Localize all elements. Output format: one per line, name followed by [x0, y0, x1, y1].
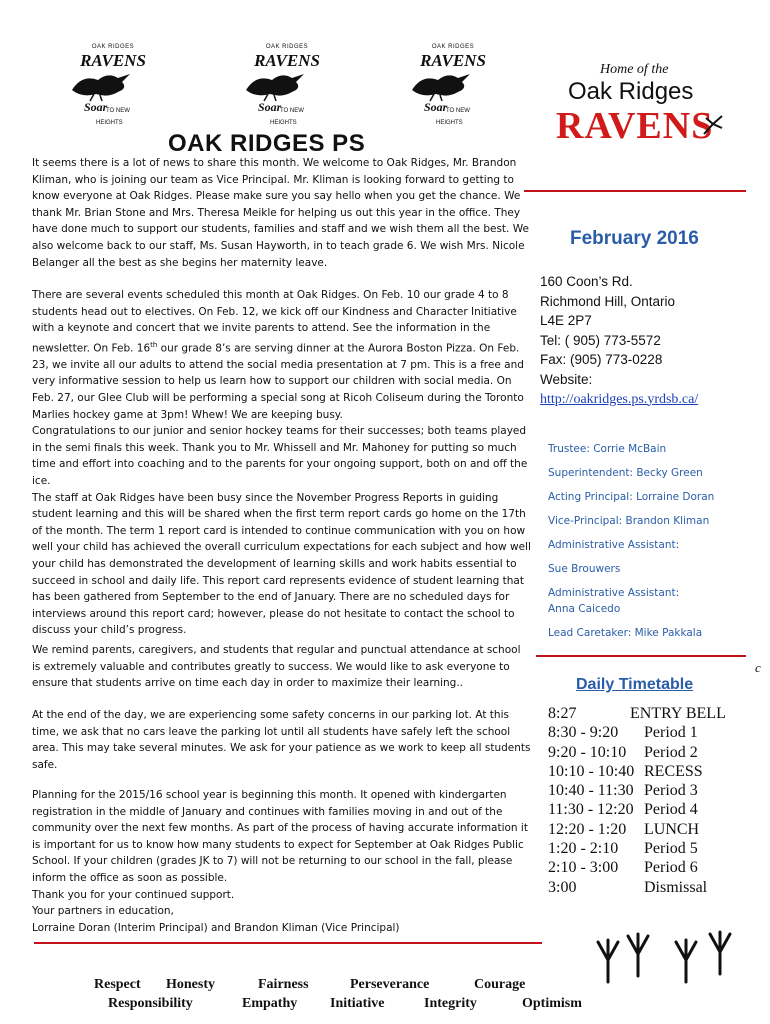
timetable-label: Period 2: [644, 743, 698, 761]
logo-soar-text: Soar: [424, 100, 448, 114]
letter-safety: [32, 707, 532, 773]
ravens-logo-3: [398, 44, 508, 132]
timetable-row: [548, 723, 738, 742]
staff-trustee: Trustee: Corrie McBain: [548, 443, 667, 455]
letter-paragraph: We remind parents, caregivers, and students that regular and punctual attendance at school is extremely valuable and contributes greatly to success. We would like to ask everyone to ensure that students arrive on time each day in order to maximize their learning..: [32, 644, 521, 690]
timetable-row: [548, 878, 738, 897]
letter-attendance: [32, 642, 532, 692]
raven-icon: [408, 68, 478, 102]
school-title: OAK RIDGES PS: [168, 130, 366, 157]
bird-tracks-icon: [592, 930, 752, 990]
letter-paragraph: [32, 287, 532, 423]
timetable-time: 10:10 - 10:40: [548, 762, 635, 780]
timetable-time: 8:30 - 9:20: [548, 724, 619, 742]
home-of-text: Home of the: [600, 62, 669, 77]
timetable-time: 1:20 - 2:10: [548, 840, 619, 858]
ordinal-suffix: th: [150, 340, 158, 349]
bird-track-icon: [700, 112, 726, 138]
staff-caretaker: Lead Caretaker: Mike Pakkala: [548, 627, 703, 639]
timetable-label: ENTRY BELL: [630, 705, 726, 722]
logo-top-text: OAK RIDGES: [91, 44, 135, 50]
logo-to-new-text: TO NEW: [106, 108, 130, 114]
value-optimism: Optimism: [522, 996, 582, 1011]
timetable-label: Period 6: [644, 859, 698, 877]
letter-events: [32, 287, 532, 639]
logo-heights-text: HEIGHTS: [96, 120, 123, 126]
logo-to-new-text: TO NEW: [280, 108, 304, 114]
timetable-row: [548, 820, 738, 839]
ravens-brand-text: RAVENS: [556, 105, 714, 147]
stray-character: c: [755, 660, 761, 675]
logo-ravens-text: RAVENS: [254, 51, 320, 70]
staff-acting-principal: Acting Principal: Lorraine Doran: [548, 491, 715, 503]
timetable-row: [548, 858, 738, 877]
letter-intro: [32, 155, 532, 271]
school-address: [540, 272, 698, 409]
logo-to-new-text: TO NEW: [446, 108, 470, 114]
staff-admin-name: Sue Brouwers: [548, 563, 621, 575]
website-label: Website:: [540, 371, 593, 387]
value-fairness: Fairness: [258, 977, 309, 992]
raven-icon: [242, 68, 312, 102]
timetable-label: Period 5: [644, 840, 698, 858]
logo-soar-text: Soar: [258, 100, 282, 114]
letter-paragraph: Planning for the 2015/16 school year is beginning this month. It opened with kindergarten registration in the middle of January and continues with families moving in and out of the community over the next few months. As part of the process of having accurate information it is important for us to know how many students to expect for September at Oak Ridges Public School. If your children (grades JK to 7) will not be returning to our school in the fall, please inform the office as soon as possible.: [32, 789, 528, 884]
timetable-time: 9:20 - 10:10: [548, 743, 627, 761]
timetable-title: Daily Timetable: [576, 676, 694, 693]
value-empathy: Empathy: [242, 996, 298, 1011]
logo-top-text: OAK RIDGES: [265, 44, 309, 50]
divider: [34, 942, 542, 944]
timetable-row: [548, 781, 738, 800]
timetable-time: 12:20 - 1:20: [548, 820, 627, 838]
timetable-time: 11:30 - 12:20: [548, 801, 634, 819]
letter-paragraph: Congratulations to our junior and senior hockey teams for their successes; both teams played in the semi finals this week. Thank you to Mr. Whissell and Mr. Mahoney for putting so much time and effort into coaching and to the parents for your ongoing support, both on and off the ice.: [32, 425, 528, 488]
value-integrity: Integrity: [424, 996, 477, 1011]
value-respect: Respect: [94, 977, 141, 992]
timetable-label: RECESS: [644, 762, 703, 780]
logo-ravens-text: RAVENS: [80, 51, 146, 70]
logo-ravens-text: RAVENS: [420, 51, 486, 70]
postal-code: L4E 2P7: [540, 313, 592, 329]
value-responsibility: Responsibility: [108, 996, 193, 1011]
value-initiative: Initiative: [330, 996, 385, 1011]
timetable-time: 10:40 - 11:30: [548, 782, 634, 800]
timetable-label: Period 1: [644, 724, 698, 742]
staff-admin-label: Administrative Assistant:: [548, 587, 680, 599]
ravens-logo-1: [58, 44, 168, 132]
letter-paragraph: At the end of the day, we are experiencing some safety concerns in our parking lot. At this time, we ask that no cars leave the parking lot until all students have safely left the school area. This may take several minutes. We ask for your patience as we work to keep all students safe.: [32, 709, 531, 771]
timetable-time: 3:00: [548, 878, 577, 896]
address-city: Richmond Hill, Ontario: [540, 293, 676, 309]
timetable-row: [548, 800, 738, 819]
letter-partners: Your partners in education,: [32, 905, 174, 918]
fax: Fax: (905) 773-0228: [540, 352, 663, 368]
timetable: [548, 704, 738, 897]
timetable-label: LUNCH: [644, 820, 700, 838]
letter-thanks: Thank you for your continued support.: [32, 888, 235, 901]
website-link[interactable]: http://oakridges.ps.yrdsb.ca/: [540, 391, 699, 407]
ravens-logo-2: [232, 44, 342, 132]
letter-paragraph: It seems there is a lot of news to share this month. We welcome to Oak Ridges, Mr. Brandon Kliman, who is joining our team as Vice Principal. Mr. Kliman is looking forward to getting to know everyone at Oak Ridges. Please make sure you say hello when you get the chance. We thank Mr. Brian Stone and Mrs. Theresa Meikle for helping us out this year in the office. They have done much to support our students, families and staff and we wish them all the best. We also welcome back to our staff, Ms. Susan Hayworth, in to teach grade 6. We wish Mrs. Nicole Belanger all the best as she begins her maternity leave.: [32, 157, 529, 269]
telephone: Tel: ( 905) 773-5572: [540, 332, 661, 348]
events-text-b: our grade 8’s are serving dinner at the Aurora Boston Pizza. On Feb. 23, we invite all our adults to attend the social media presentation at 7 pm. This is a free and very informative session to help us learn how to support our children with social media. On Feb. 27, our Glee Club will be performing a special song at Ricoh Coliseum during the Toronto Marlies hockey game at 3pm! Whew! We are keeping busy.: [32, 342, 524, 421]
staff-vice-principal: Vice-Principal: Brandon Kliman: [548, 515, 710, 527]
logo-top-text: OAK RIDGES: [431, 44, 475, 50]
timetable-row: [548, 743, 738, 762]
logo-heights-text: HEIGHTS: [270, 120, 297, 126]
logo-soar-text: Soar: [84, 100, 108, 114]
timetable-row: [548, 762, 738, 781]
timetable-row: [548, 839, 738, 858]
letter-paragraph: The staff at Oak Ridges have been busy since the November Progress Reports in guiding student learning and this will be shared when the first term report cards go home on the 17th of the month. The term 1 report card is intended to continue communication with you on how well your child has achieved the overall curriculum expectations for each subject and how well your child has demonstrated the development of learning skills and work habits essential to succeed in school and daily life. This report card represents evidence of student learning that has been gathered from September to the end of January. There are no scheduled days for interviews around this report card; however, please do not hesitate to contact the school to discuss your child’s progress.: [32, 491, 531, 637]
value-honesty: Honesty: [166, 977, 215, 992]
newsletter-month: February 2016: [570, 228, 699, 249]
letter-planning: [32, 787, 532, 936]
staff-superintendent: Superintendent: Becky Green: [548, 467, 703, 479]
divider: [524, 190, 746, 192]
raven-icon: [68, 68, 138, 102]
oak-ridges-text: Oak Ridges: [568, 78, 694, 105]
value-perseverance: Perseverance: [350, 977, 430, 992]
timetable-label: Period 3: [644, 782, 698, 800]
timetable-label: Period 4: [644, 801, 698, 819]
address-line: 160 Coon’s Rd.: [540, 274, 633, 289]
timetable-row: [548, 704, 738, 723]
timetable-time: 2:10 - 3:00: [548, 859, 619, 877]
staff-admin-label: Administrative Assistant:: [548, 539, 680, 551]
value-courage: Courage: [474, 977, 526, 992]
staff-admin-name: Anna Caicedo: [548, 603, 621, 615]
timetable-time: 8:27: [548, 705, 577, 722]
events-text-a: There are several events scheduled this month at Oak Ridges. On Feb. 10 our grade 4 to 8 students head out to electives. On Feb. 12, we kick off our Kindness and Character Initiative with a keynote and concert that we invite parents to attend. See the information in the newsletter. On Feb. 16: [32, 289, 517, 355]
logo-heights-text: HEIGHTS: [436, 120, 463, 126]
divider: [536, 655, 746, 657]
letter-signoff: Lorraine Doran (Interim Principal) and Brandon Kliman (Vice Principal): [32, 921, 400, 934]
timetable-label: Dismissal: [644, 878, 708, 896]
